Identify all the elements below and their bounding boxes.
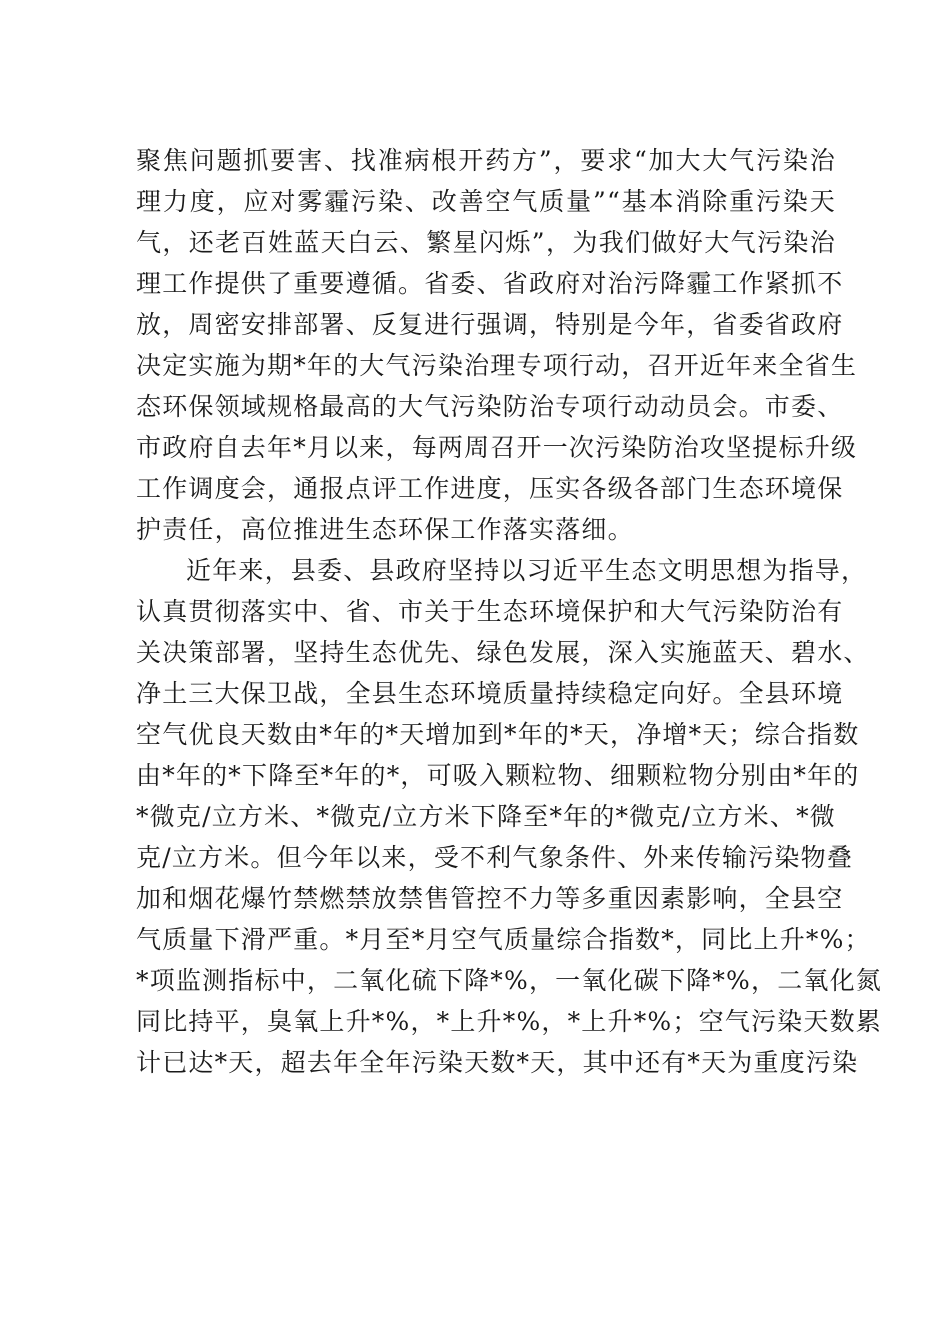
text-line: *微克/立方米、*微克/立方米下降至*年的*微克/立方米、*微 — [136, 802, 836, 831]
text-line: 克/立方米。但今年以来，受不利气象条件、外来传输污染物叠 — [136, 843, 854, 872]
text-line: 同比持平，臭氧上升*%，*上升*%，*上升*%；空气污染天数累 — [136, 1007, 882, 1036]
text-line: 净土三大保卫战，全县生态环境质量持续稳定向好。全县环境 — [136, 679, 844, 708]
text-line: 理工作提供了重要遵循。省委、省政府对治污降霾工作紧抓不 — [136, 269, 844, 298]
text-line: 决定实施为期*年的大气污染治理专项行动，召开近年来全省生 — [136, 351, 858, 380]
text-line: 气，还老百姓蓝天白云、繁星闪烁”，为我们做好大气污染治 — [136, 228, 836, 257]
text-line: 聚焦问题抓要害、找准病根开药方”，要求“加大大气污染治 — [136, 146, 836, 175]
paragraph-1 — [136, 140, 858, 550]
text-line: 市政府自去年*月以来，每两周召开一次污染防治攻坚提标升级 — [136, 433, 858, 462]
text-line: 近年来，县委、县政府坚持以习近平生态文明思想为指导， — [186, 556, 868, 585]
text-line: 工作调度会，通报点评工作进度，压实各级各部门生态环境保 — [136, 474, 844, 503]
text-line: 计已达*天，超去年全年污染天数*天，其中还有*天为重度污染 — [136, 1048, 859, 1077]
text-line: 态环保领域规格最高的大气污染防治专项行动动员会。市委、 — [136, 392, 844, 421]
text-line: 认真贯彻落实中、省、市关于生态环境保护和大气污染防治有 — [136, 597, 844, 626]
text-line: 由*年的*下降至*年的*，可吸入颗粒物、细颗粒物分别由*年的 — [136, 761, 860, 790]
text-line: 气质量下滑严重。*月至*月空气质量综合指数*，同比上升*%； — [136, 925, 871, 954]
text-line: 理力度，应对雾霾污染、改善空气质量”“基本消除重污染天 — [136, 187, 836, 216]
body-text — [136, 140, 883, 1083]
paragraph-2 — [136, 550, 883, 1083]
text-line: 加和烟花爆竹禁燃禁放禁售管控不力等多重因素影响，全县空 — [136, 884, 844, 913]
text-line: 关决策部署，坚持生态优先、绿色发展，深入实施蓝天、碧水、 — [136, 638, 870, 667]
text-line: 放，周密安排部署、反复进行强调，特别是今年，省委省政府 — [136, 310, 844, 339]
text-line: 空气优良天数由*年的*天增加到*年的*天，净增*天；综合指数 — [136, 720, 860, 749]
text-line: *项监测指标中，二氧化硫下降*%，一氧化碳下降*%，二氧化氮 — [136, 966, 883, 995]
text-line: 护责任，高位推进生态环保工作落实落细。 — [136, 515, 634, 544]
